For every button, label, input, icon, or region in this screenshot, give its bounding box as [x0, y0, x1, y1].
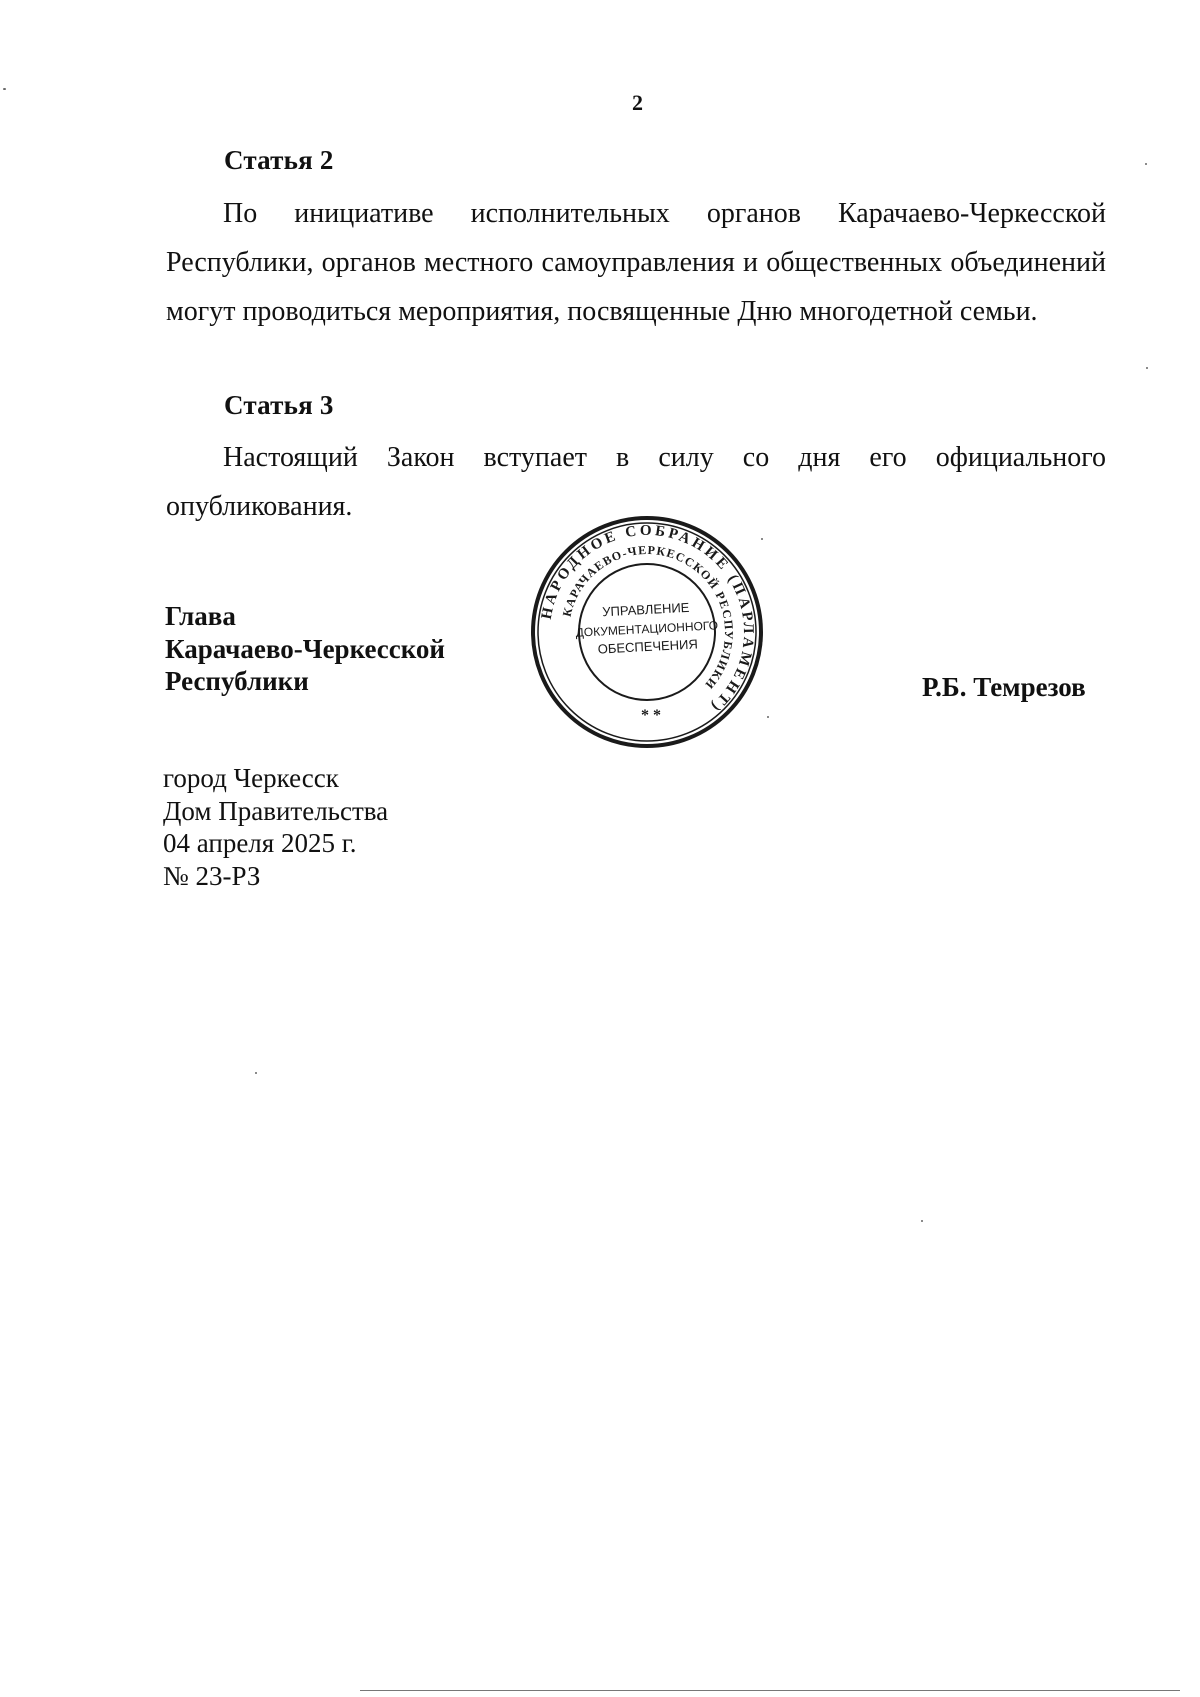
seal-center-line: УПРАВЛЕНИЕ [601, 599, 690, 620]
article-2-para-line-2: Республики, органов местного самоуправления и общественных объединений [166, 247, 1106, 278]
article-3-para-line-1: Настоящий Закон вступает в силу со дня его официального [223, 442, 1106, 473]
article-2-heading: Статья 2 [224, 145, 334, 175]
place-building: Дом Правительства [163, 795, 389, 826]
article-2-para-line-1: По инициативе исполнительных органов Карачаево-Черкесской [223, 198, 1106, 229]
signer-name: Р.Б. Темрезов [922, 672, 1086, 702]
seal-inner-ring-text: КАРАЧАЕВО-ЧЕРКЕССКОЙ РЕСПУБЛИКИ [559, 542, 737, 693]
seal-center-line: ОБЕСПЕЧЕНИЯ [597, 636, 699, 657]
place-city: город Черкесск [163, 763, 339, 793]
seal-stars: * * [641, 707, 661, 724]
signature-title-line: Глава [165, 601, 236, 631]
place-date-block [163, 762, 388, 892]
svg-text:КАРАЧАЕВО-ЧЕРКЕССКОЙ РЕСПУБЛИК [560, 543, 737, 693]
document-number: № 23-РЗ [163, 860, 261, 891]
signature-title [165, 600, 445, 698]
article-3-heading: Статья 3 [224, 390, 334, 420]
signature-title-line: Карачаево-Черкесской [165, 633, 445, 664]
article-3-para-line-2: опубликования. [166, 491, 353, 522]
page-number: 2 [632, 90, 643, 115]
scan-edge-line [360, 1690, 1180, 1691]
official-seal [528, 514, 766, 750]
scan-speck [1145, 163, 1147, 165]
scan-speck [921, 1220, 923, 1222]
scan-speck [255, 1072, 257, 1074]
scan-speck [767, 716, 769, 718]
signature-title-line: Республики [165, 666, 309, 696]
scan-speck [3, 88, 6, 90]
document-date: 04 апреля 2025 г. [163, 828, 357, 858]
seal-outer-text: НАРОДНОЕ СОБРАНИЕ (ПАРЛАМЕНТ) [538, 522, 757, 717]
seal-center-line: ДОКУМЕНТАЦИОННОГО [575, 618, 719, 640]
article-2-para-line-3: могут проводиться мероприятия, посвященные Дню многодетной семьи. [166, 296, 1038, 327]
scan-speck [761, 538, 763, 540]
scan-speck [1146, 367, 1148, 369]
